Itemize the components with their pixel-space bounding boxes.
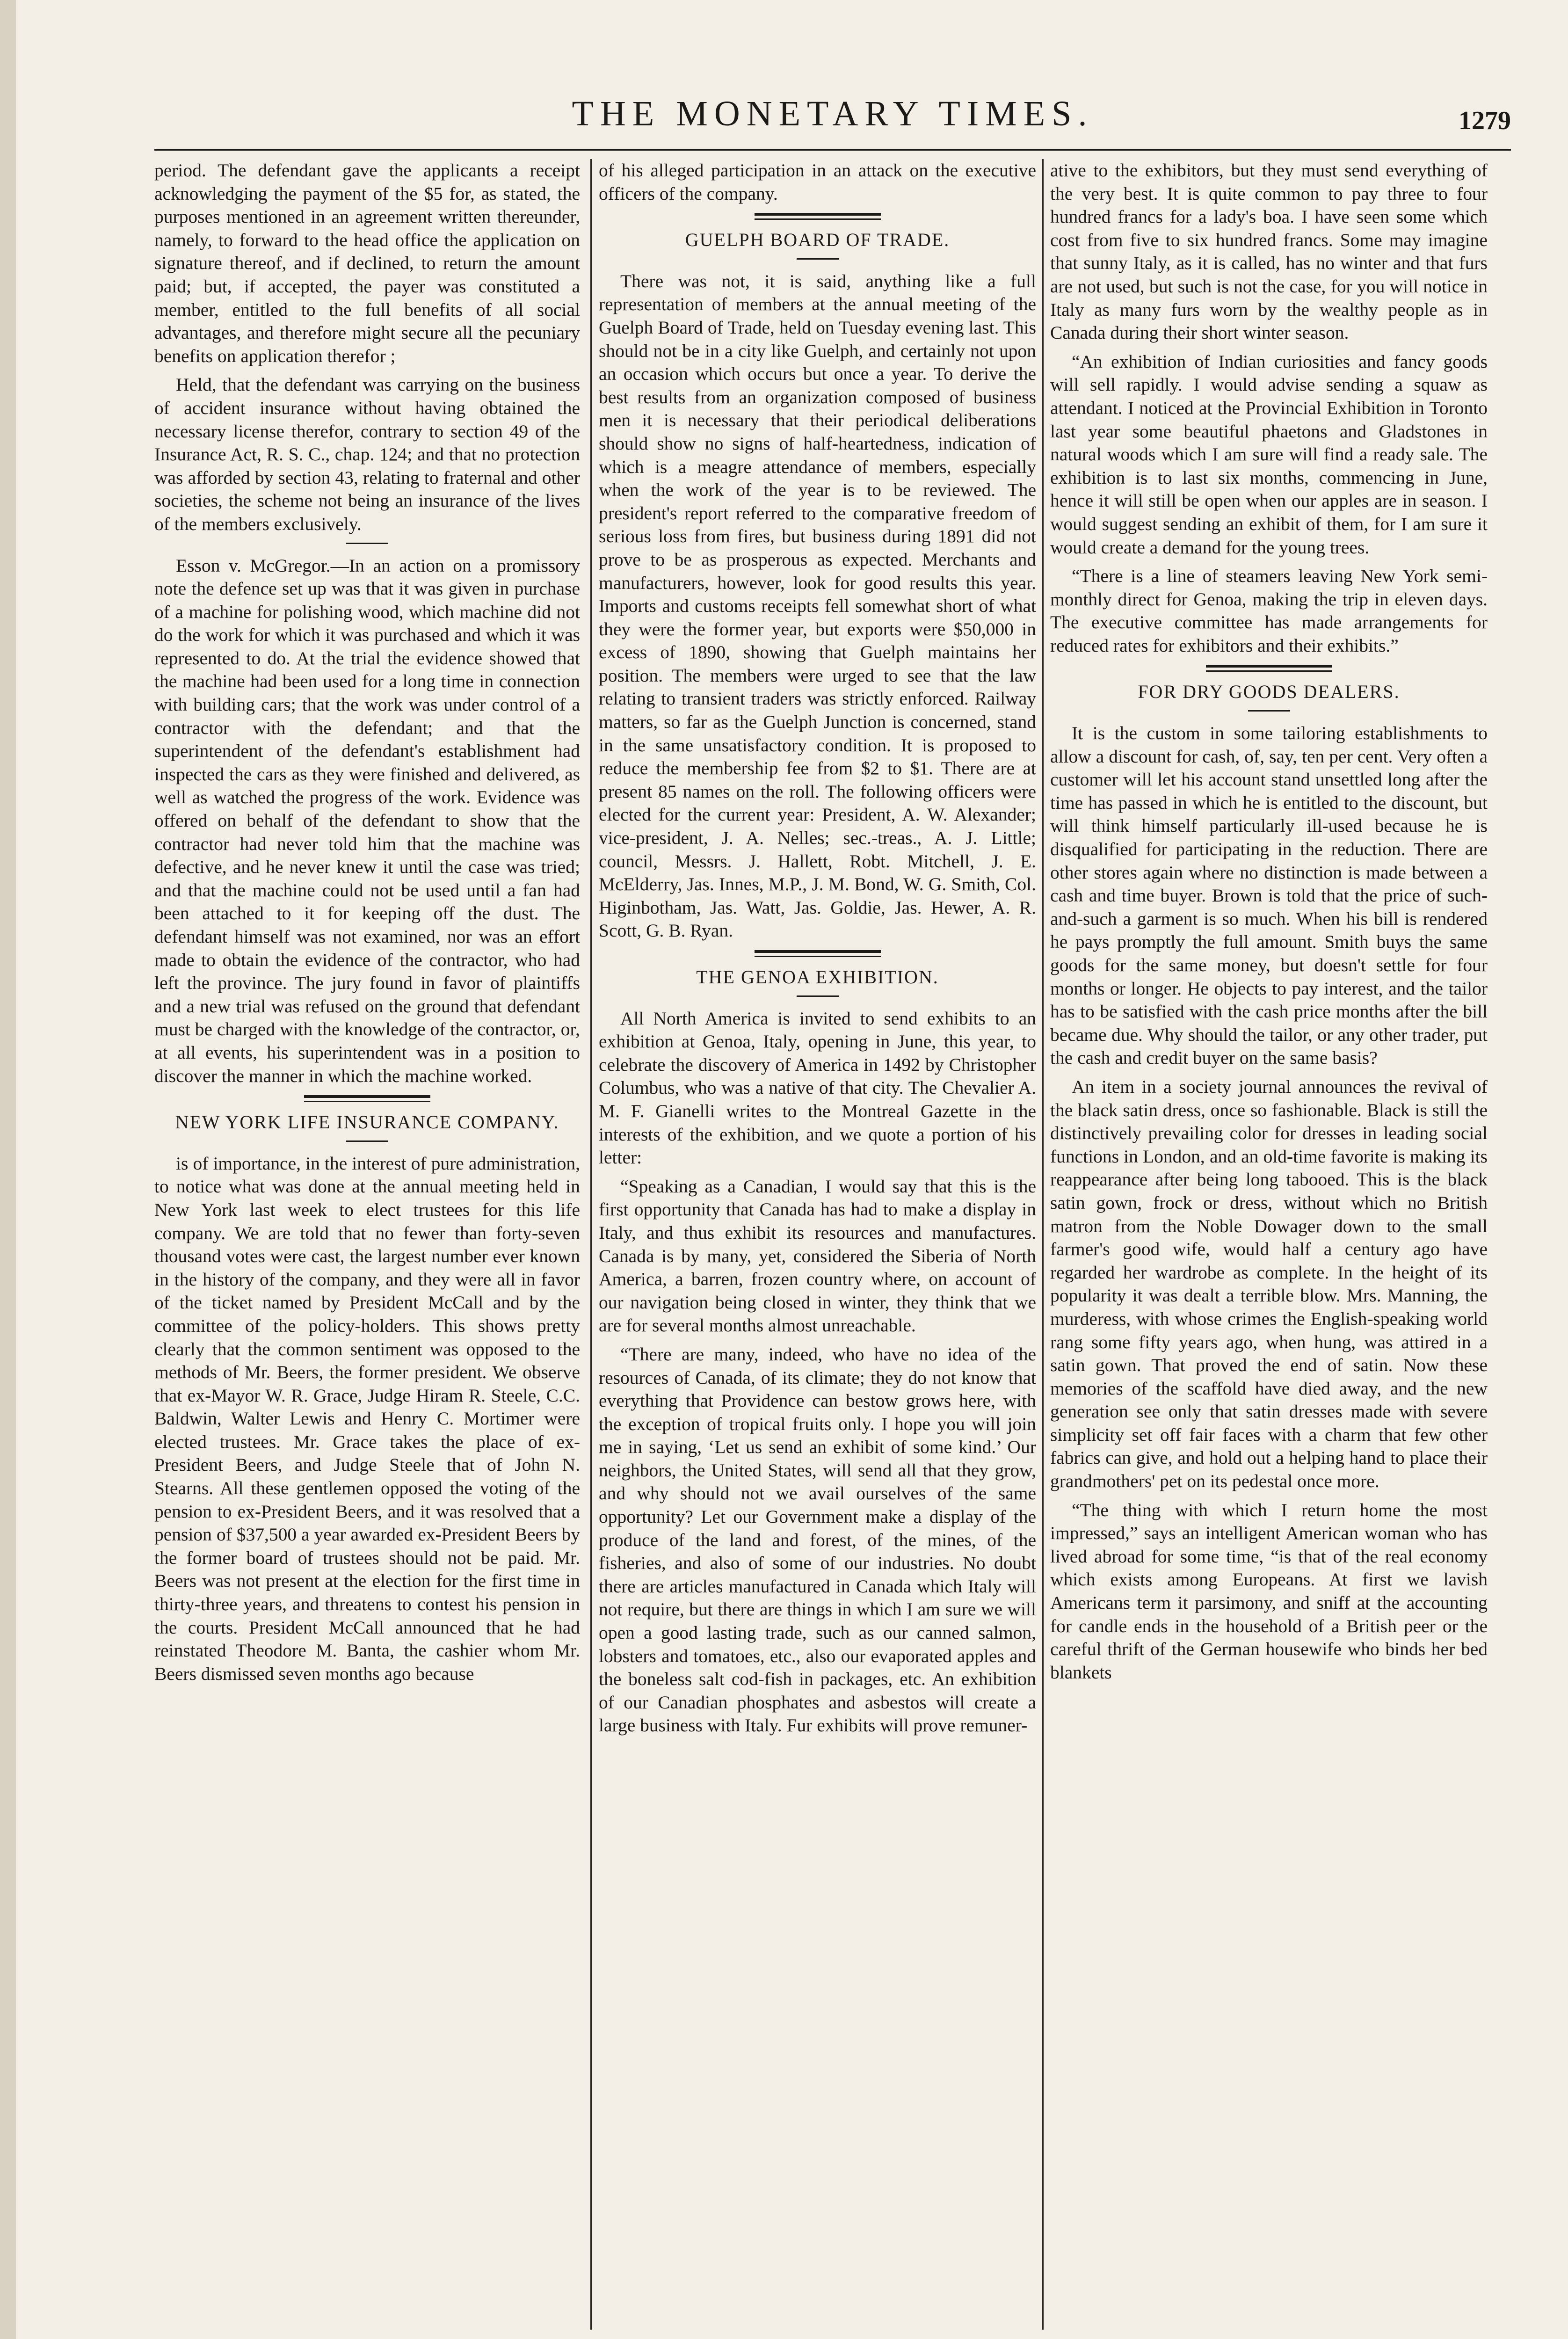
masthead-rule (154, 149, 1511, 151)
heading-rule (1248, 710, 1290, 712)
article-paragraph: There was not, it is said, anything like a full representation of members at the annual meeting of the Guelph Board of Trade, held on Tuesday evening last. This should not be in a city like Guelph, and certainly not upon an occasion which occurs but once a year. To derive the best results from an organization composed of business men it is necessary that their periodical deliberations should show no signs of half-heartedness, indication of which is a meagre attendance of members, especially when the work of the year is to be reviewed. The president's report referred to the comparative freedom of serious loss from fires, but business during 1891 did not prove to be as prosperous as expected. Merchants and manufacturers, however, look for good results this year. Imports and customs receipts fell somewhat short of what they were the former year, but exports were $50,000 in excess of 1890, showing that Guelph maintains her position. The members were urged to see that the law relating to transient traders was strictly enforced. Railway matters, so far as the Guelph Junction is concerned, stand in the same unsatisfactory condition. It is proposed to reduce the membership fee from $2 to $1. There are at present 85 names on the roll. The following officers were elected for the current year: President, A. W. Alexander; vice-president, J. A. Nelles; sec.-treas., A. J. Little; council, Messrs. J. Hallett, Robt. Mitchell, J. E. McElderry, Jas. Innes, M.P., J. M. Bond, W. G. Smith, Col. Higinbotham, Jas. Watt, Jas. Goldie, Jas. Hewer, A. R. Scott, G. B. Ryan. (599, 270, 1036, 941)
article-paragraph: “The thing with which I return home the most impressed,” says an intelligent American woman who has lived abroad for some time, “is that of the real economy which exists among Europeans. At first we lavish Americans term it parsimony, and sniff at the accounting for candle ends in the household of a British peer or the careful thrift of the German housewife who binds her bed blankets (1050, 1499, 1488, 1683)
column-rule (590, 159, 592, 2330)
article-paragraph: is of importance, in the interest of pure administration, to notice what was done at the annual meeting held in New York last week to elect trustees for this life company. We are told that no fewer than forty-seven thousand votes were cast, the largest number ever known in the history of the company, and they were all in favor of the ticket named by President McCall and by the committee of the policy-holders. This shows pretty clearly that the common sentiment was opposed to the methods of Mr. Beers, the former president. We observe that ex-Mayor W. R. Grace, Judge Hiram R. Steele, C.C. Baldwin, Walter Lewis and Henry C. Mortimer were elected trustees. Mr. Grace takes the place of ex-President Beers, and Judge Steele that of John N. Stearns. All these gentlemen opposed the voting of the pension to ex-President Beers, and it was resolved that a pension of $37,500 a year awarded ex-President Beers by the former board of trustees should not be paid. Mr. Beers was not present at the election for the first time in thirty-three years, and threatens to contest his pension in the courts. President McCall announced that he had reinstated Theodore M. Banta, the cashier whom Mr. Beers dismissed seven months ago because (154, 1153, 580, 1684)
article-paragraph: “There are many, indeed, who have no idea of the resources of Canada, of its climate; they do not know that everything that Providence can bestow grows here, with the exception of tropical fruits only. I hope you will join me in saying, ‘Let us send an exhibit of some kind.’ Our neighbors, the United States, will send all that they grow, and why should not we avail ourselves of the same opportunity? Let our Government make a display of the produce of the land and forest, of the mines, of the fisheries, and also of some of our industries. No doubt there are articles manufactured in Canada which Italy will not require, but there are things in which I am sure we will open a good lasting trade, such as our canned salmon, lobsters and tomatoes, etc., also our evaporated apples and the boneless salt cod-fish in packages, etc. An exhibition of our Canadian phosphates and asbestos will create a large business with Italy. Fur exhibits will prove remuner- (599, 1344, 1036, 1736)
article-paragraph: An item in a society journal announces the revival of the black satin dress, once so fashionable. Black is still the distinctively prevailing color for dresses in leading social functions in London, and an old-time favorite is making its reappearance after being long tabooed. This is the black satin gown, frock or dress, without which no British matron from the Noble Dowager down to the small farmer's good wife, would half a century ago have regarded her wardrobe as complete. In the height of its popularity it was dealt a terrible blow. Mrs. Manning, the murderess, with whose crimes the English-speaking world rang some fifty years ago, when hung, was attired in a satin gown. That proved the end of satin. Now these memories of the scaffold have died away, and the new generation see only that satin dresses made with severe simplicity set off fair faces with a charm that few other fabrics can give, and hold out a helping hand to place their grandmothers' pet on its pedestal once more. (1050, 1076, 1488, 1492)
article-paragraph: All North America is invited to send exhibits to an exhibition at Genoa, Italy, opening in June, this year, to celebrate the discovery of America in 1492 by Christopher Columbus, who was a native of that city. The Chevalier A. M. F. Gianelli writes to the Montreal Gazette in the interests of the exhibition, and we quote a portion of his letter: (599, 1008, 1036, 1168)
article-divider (755, 950, 881, 957)
column-1 (154, 159, 580, 2320)
column-3 (1050, 159, 1488, 2320)
article-paragraph: Held, that the defendant was carrying on the business of accident insurance without having obtained the necessary license therefor, contrary to section 49 of the Insurance Act, R. S. C., chap. 124; and that no protection was afforded by section 43, relating to fraternal and other societies, the scheme not being an insurance of the lives of the members exclusively. (154, 374, 580, 534)
article-divider (304, 1095, 430, 1102)
page-edge (0, 0, 16, 2339)
article-paragraph: “There is a line of steamers leaving New York semi-monthly direct for Genoa, making the trip in eleven days. The executive committee has made arrangements for reduced rates for exhibitors and their exhibits.” (1050, 566, 1488, 656)
article-paragraph: “Speaking as a Canadian, I would say that this is the first opportunity that Canada has had to make a display in Italy, and thus exhibit its resources and manufactures. Canada is by many, yet, considered the Siberia of North America, a barren, frozen country where, on account of our navigation being closed in winter, they think that we are for several months almost unreachable. (599, 1176, 1036, 1336)
masthead (154, 89, 1511, 145)
article-paragraph: ative to the exhibitors, but they must send everything of the very best. It is quite common to pay three to four hundred francs for a lady's boa. I have seen some which cost from five to six hundred francs. Some may imagine that sunny Italy, as it is called, has no winter and that furs are not used, but such is not the case, for you will notice in Italy as many furs worn by the wealthy people as in Canada during their short winter season. (1050, 160, 1488, 343)
article-paragraph: of his alleged participation in an attack on the executive officers of the company. (599, 160, 1036, 204)
article-heading: GUELPH BOARD OF TRADE. (685, 229, 950, 251)
article-heading: THE GENOA EXHIBITION. (696, 966, 939, 988)
column-rule (1042, 159, 1044, 2330)
masthead-title: THE MONETARY TIMES. (572, 94, 1094, 133)
page-number: 1279 (1459, 106, 1511, 135)
article-paragraph: period. The defendant gave the applicants a receipt acknowledging the payment of the $5 for, as stated, the purposes mentioned in an agreement written thereunder, namely, to forward to the head office the application on signature thereof, and if declined, to return the amount paid; but, if accepted, the payer was constituted a member, entitled to the full benefits of all social advantages, and therefore might secure all the pecuniary benefits on application therefor ; (154, 160, 580, 366)
heading-rule (797, 258, 839, 260)
heading-rule (797, 995, 839, 997)
article-heading: FOR DRY GOODS DEALERS. (1138, 681, 1400, 703)
article-paragraph: Esson v. McGregor.—In an action on a promissory note the defence set up was that it was given in purchase of a machine for polishing wood, which machine did not do the work for which it was purchased and which it was represented to do. At the trial the evidence showed that the machine had been used for a long time in connection with building cars; that the work was under control of a contractor with the defendant; and that the superintendent of the defendant's establishment had inspected the cars as they were finished and delivered, as well as watched the progress of the work. Evidence was offered on behalf of the defendant to show that the contractor had never told him that the machine was defective, and he never knew it until the case was tried; and that the machine could not be used until a fan had been attached to it for keeping off the dust. The defendant himself was not examined, nor was an effort made to obtain the evidence of the contractor, who had left the province. The jury found in favor of plaintiffs and a new trial was refused on the ground that defendant must be charged with the knowledge of the contractor, or, at all events, his superintendent was in a position to discover the manner in which the machine worked. (154, 555, 580, 1086)
article-divider (755, 213, 881, 220)
article-divider (1206, 665, 1332, 672)
heading-rule (346, 1140, 388, 1142)
column-2 (599, 159, 1036, 2320)
section-divider (346, 543, 388, 544)
article-paragraph: It is the custom in some tailoring establishments to allow a discount for cash, of, say, ten per cent. Very often a customer will let his account stand unsettled long after the time has passed in which he is entitled to the discount, but will think himself particularly ill-used because he is disqualified for participating in the reduction. There are other stores again where no distinction is made between a cash and time buyer. Brown is told that the price of such-and-such a garment is so much. When his bill is rendered he pays promptly the full amount. Smith buys the same goods for the same money, but doesn't settle for four months or longer. He objects to pay interest, and the tailor has to be satisfied with the cash price months after the bill became due. Why should the tailor, or any other trader, put the cash and credit buyer on the same basis? (1050, 723, 1488, 1068)
article-heading: NEW YORK LIFE INSURANCE COMPANY. (175, 1111, 559, 1133)
article-paragraph: “An exhibition of Indian curiosities and fancy goods will sell rapidly. I would advise sending a squaw as attendant. I noticed at the Provincial Exhibition in Toronto last year some beautiful phaetons and Gladstones in natural woods which I am sure will find a ready sale. The exhibition is to last six months, commencing in June, hence it will still be open when our apples are in season. I would suggest sending an exhibit of them, for I am sure it would create a demand for the young trees. (1050, 351, 1488, 558)
